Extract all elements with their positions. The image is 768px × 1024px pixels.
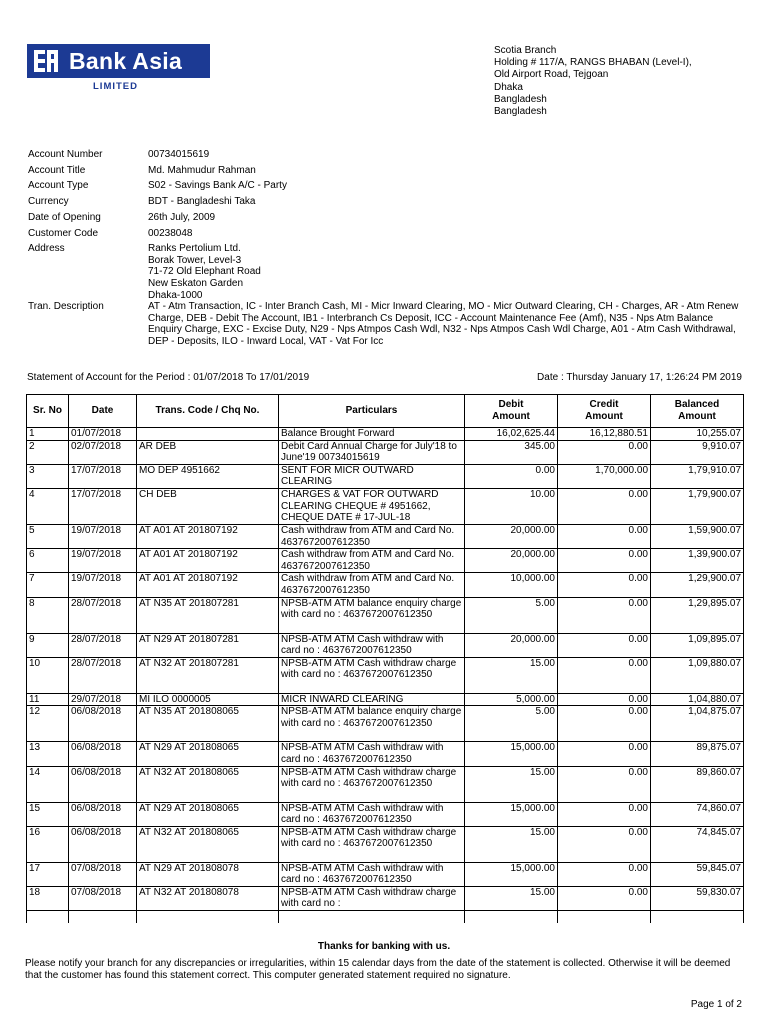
table-row bbox=[27, 573, 744, 597]
cell-trans-code: AT N29 AT 201807281 bbox=[137, 633, 279, 657]
cell-date: 06/08/2018 bbox=[69, 742, 137, 766]
table-row bbox=[27, 597, 744, 633]
cell-credit: 0.00 bbox=[558, 742, 651, 766]
cell-trans-code: AT N32 AT 201808078 bbox=[137, 886, 279, 910]
account-type-value: S02 - Savings Bank A/C - Party bbox=[148, 180, 287, 192]
table-end-row bbox=[27, 911, 744, 924]
branch-line: Bangladesh bbox=[494, 106, 547, 118]
table-row bbox=[27, 862, 744, 886]
empty-cell bbox=[137, 911, 279, 924]
cell-credit: 0.00 bbox=[558, 802, 651, 826]
cell-credit: 0.00 bbox=[558, 524, 651, 548]
page-number: Page 1 of 2 bbox=[690, 999, 742, 1010]
cell-sr-no: 8 bbox=[27, 597, 69, 633]
customer-code-value: 00238048 bbox=[148, 227, 193, 239]
cell-trans-code: AT A01 AT 201807192 bbox=[137, 549, 279, 573]
cell-balance: 1,09,880.07 bbox=[651, 657, 744, 693]
cell-trans-code: MI ILO 0000005 bbox=[137, 693, 279, 706]
cell-trans-code: AR DEB bbox=[137, 440, 279, 464]
cell-sr-no: 4 bbox=[27, 488, 69, 524]
cell-credit: 0.00 bbox=[558, 766, 651, 802]
cell-particulars: MICR INWARD CLEARING bbox=[279, 693, 465, 706]
cell-particulars: NPSB-ATM ATM Cash withdraw charge with card no : bbox=[279, 886, 465, 910]
cell-sr-no: 18 bbox=[27, 886, 69, 910]
cell-debit: 15,000.00 bbox=[465, 742, 558, 766]
cell-particulars: NPSB-ATM ATM Cash withdraw with card no : 4637672007612350 bbox=[279, 742, 465, 766]
tran-description-label: Tran. Description bbox=[28, 301, 104, 313]
address-row bbox=[28, 243, 746, 301]
thanks-message: Thanks for banking with us. bbox=[317, 941, 451, 952]
tran-description-value: AT - Atm Transaction, IC - Inter Branch Cash, MI - Micr Inward Clearing, MO - Micr Outward Clearing, CH - Charges, AR - Atm Renew Charge, DEB - Debit The Account, IB1 - Interbranch Cs Deposit, ICC - Account Maintenance Fee (Amf), N35 - Nps Atm Balance Enquiry Charge, EXC - Excise Duty, N29 - Nps Atmpos Cash Wdl, N32 - Nps Atmpos Cash Wdl Charge, A01 - Atm Cash Withdrawal, DEP - Deposits, ILO - Inward Local, VAT - Vat For Icc bbox=[148, 301, 739, 347]
bank-subtitle: LIMITED bbox=[93, 81, 138, 92]
customer-code-row bbox=[28, 228, 746, 239]
branch-line: Scotia Branch bbox=[494, 45, 557, 56]
branch-line: Dhaka bbox=[494, 81, 523, 93]
cell-particulars: NPSB-ATM ATM Cash withdraw with card no : 4637672007612350 bbox=[279, 802, 465, 826]
cell-sr-no: 14 bbox=[27, 766, 69, 802]
opening-date-row bbox=[28, 212, 746, 223]
cell-sr-no: 11 bbox=[27, 693, 69, 706]
col-credit-line1: Credit bbox=[589, 399, 619, 410]
transactions-table bbox=[26, 394, 744, 923]
table-row bbox=[27, 766, 744, 802]
currency-row bbox=[28, 196, 746, 207]
cell-credit: 0.00 bbox=[558, 657, 651, 693]
table-row bbox=[27, 524, 744, 548]
cell-date: 17/07/2018 bbox=[69, 488, 137, 524]
table-row bbox=[27, 826, 744, 862]
cell-particulars: Debit Card Annual Charge for July'18 to June'19 00734015619 bbox=[279, 440, 465, 464]
logo-banner bbox=[27, 44, 210, 78]
customer-code-label: Customer Code bbox=[28, 227, 99, 239]
cell-debit: 15,000.00 bbox=[465, 862, 558, 886]
cell-balance: 1,39,900.07 bbox=[651, 549, 744, 573]
cell-sr-no: 5 bbox=[27, 524, 69, 548]
cell-credit: 0.00 bbox=[558, 706, 651, 742]
cell-sr-no: 3 bbox=[27, 464, 69, 488]
address-label: Address bbox=[28, 243, 65, 255]
cell-balance: 1,79,910.07 bbox=[651, 464, 744, 488]
cell-trans-code bbox=[137, 428, 279, 441]
empty-cell bbox=[279, 911, 465, 924]
cell-particulars: NPSB-ATM ATM Cash withdraw charge with card no : 4637672007612350 bbox=[279, 657, 465, 693]
table-row bbox=[27, 428, 744, 441]
branch-line: Old Airport Road, Tejgoan bbox=[494, 69, 609, 81]
cell-debit: 5,000.00 bbox=[465, 693, 558, 706]
cell-credit: 0.00 bbox=[558, 573, 651, 597]
opening-date-value: 26th July, 2009 bbox=[148, 211, 216, 223]
table-row bbox=[27, 549, 744, 573]
cell-trans-code: AT N32 AT 201808065 bbox=[137, 766, 279, 802]
address-value bbox=[148, 243, 746, 301]
cell-trans-code: CH DEB bbox=[137, 488, 279, 524]
bank-asia-emblem-icon bbox=[31, 46, 61, 76]
cell-debit: 16,02,625.44 bbox=[465, 428, 558, 441]
cell-date: 28/07/2018 bbox=[69, 633, 137, 657]
statement-period: Statement of Account for the Period : 01/07/2018 To 17/01/2019 bbox=[27, 372, 310, 383]
cell-particulars: NPSB-ATM ATM balance enquiry charge with card no : 4637672007612350 bbox=[279, 597, 465, 633]
cell-date: 29/07/2018 bbox=[69, 693, 137, 706]
table-row bbox=[27, 802, 744, 826]
cell-trans-code: AT A01 AT 201807192 bbox=[137, 524, 279, 548]
opening-date-label: Date of Opening bbox=[28, 211, 101, 223]
cell-balance: 89,875.07 bbox=[651, 742, 744, 766]
cell-balance: 1,04,875.07 bbox=[651, 706, 744, 742]
empty-cell bbox=[651, 911, 744, 924]
cell-balance: 1,59,900.07 bbox=[651, 524, 744, 548]
cell-balance: 1,04,880.07 bbox=[651, 693, 744, 706]
account-title-row bbox=[28, 165, 746, 176]
cell-balance: 1,79,900.07 bbox=[651, 488, 744, 524]
cell-credit: 0.00 bbox=[558, 549, 651, 573]
cell-balance: 1,09,895.07 bbox=[651, 633, 744, 657]
account-title-value: Md. Mahmudur Rahman bbox=[148, 164, 256, 176]
cell-particulars: SENT FOR MICR OUTWARD CLEARING bbox=[279, 464, 465, 488]
address-line: Ranks Pertolium Ltd. bbox=[148, 243, 241, 255]
cell-trans-code: AT N35 AT 201807281 bbox=[137, 597, 279, 633]
cell-balance: 59,830.07 bbox=[651, 886, 744, 910]
cell-particulars: Cash withdraw from ATM and Card No. 4637672007612350 bbox=[279, 573, 465, 597]
cell-particulars: NPSB-ATM ATM Cash withdraw with card no : 4637672007612350 bbox=[279, 633, 465, 657]
statement-date: Date : Thursday January 17, 1:26:24 PM 2019 bbox=[537, 372, 742, 383]
cell-balance: 89,860.07 bbox=[651, 766, 744, 802]
cell-sr-no: 6 bbox=[27, 549, 69, 573]
col-balance-line1: Balanced bbox=[674, 399, 720, 410]
cell-date: 07/08/2018 bbox=[69, 886, 137, 910]
cell-date: 17/07/2018 bbox=[69, 464, 137, 488]
cell-sr-no: 10 bbox=[27, 657, 69, 693]
empty-cell bbox=[558, 911, 651, 924]
cell-trans-code: MO DEP 4951662 bbox=[137, 464, 279, 488]
col-balance-line2: Amount bbox=[678, 411, 716, 422]
col-trans-code: Trans. Code / Chq No. bbox=[137, 395, 279, 428]
cell-particulars: NPSB-ATM ATM Cash withdraw charge with card no : 4637672007612350 bbox=[279, 826, 465, 862]
cell-sr-no: 15 bbox=[27, 802, 69, 826]
col-date: Date bbox=[69, 395, 137, 428]
cell-debit: 15,000.00 bbox=[465, 802, 558, 826]
cell-credit: 1,70,000.00 bbox=[558, 464, 651, 488]
table-row bbox=[27, 706, 744, 742]
col-debit-line1: Debit bbox=[498, 399, 524, 410]
cell-particulars: NPSB-ATM ATM Cash withdraw charge with card no : 4637672007612350 bbox=[279, 766, 465, 802]
currency-label: Currency bbox=[28, 196, 69, 208]
table-row bbox=[27, 440, 744, 464]
account-number-label: Account Number bbox=[28, 149, 103, 160]
cell-sr-no: 1 bbox=[27, 428, 69, 441]
table-row bbox=[27, 657, 744, 693]
address-line: New Eskaton Garden bbox=[148, 278, 244, 289]
cell-credit: 0.00 bbox=[558, 862, 651, 886]
cell-debit: 20,000.00 bbox=[465, 524, 558, 548]
transactions-body bbox=[27, 428, 744, 924]
cell-date: 06/08/2018 bbox=[69, 706, 137, 742]
branch-line: Holding # 117/A, RANGS BHABAN (Level-I), bbox=[494, 57, 692, 69]
cell-particulars: Cash withdraw from ATM and Card No. 4637672007612350 bbox=[279, 549, 465, 573]
cell-credit: 0.00 bbox=[558, 826, 651, 862]
branch-line: Bangladesh bbox=[494, 93, 547, 105]
table-row bbox=[27, 633, 744, 657]
cell-debit: 15.00 bbox=[465, 766, 558, 802]
cell-sr-no: 16 bbox=[27, 826, 69, 862]
col-debit bbox=[465, 395, 558, 428]
cell-sr-no: 7 bbox=[27, 573, 69, 597]
cell-sr-no: 17 bbox=[27, 862, 69, 886]
bank-name: Bank Asia bbox=[69, 47, 183, 74]
cell-sr-no: 2 bbox=[27, 440, 69, 464]
cell-date: 01/07/2018 bbox=[69, 428, 137, 441]
cell-balance: 10,255.07 bbox=[651, 428, 744, 441]
cell-particulars: Balance Brought Forward bbox=[279, 428, 465, 441]
table-row bbox=[27, 886, 744, 910]
cell-trans-code: AT N35 AT 201808065 bbox=[137, 706, 279, 742]
cell-sr-no: 12 bbox=[27, 706, 69, 742]
cell-credit: 0.00 bbox=[558, 693, 651, 706]
cell-debit: 5.00 bbox=[465, 706, 558, 742]
cell-balance: 1,29,895.07 bbox=[651, 597, 744, 633]
table-row bbox=[27, 488, 744, 524]
table-header-row bbox=[27, 395, 744, 428]
account-number-row bbox=[28, 149, 746, 160]
bank-logo bbox=[27, 44, 210, 92]
col-balance bbox=[651, 395, 744, 428]
branch-address bbox=[494, 45, 692, 118]
col-credit-line2: Amount bbox=[585, 411, 623, 422]
col-particulars: Particulars bbox=[279, 395, 465, 428]
address-line: 71-72 Old Elephant Road bbox=[148, 266, 261, 278]
cell-debit: 10,000.00 bbox=[465, 573, 558, 597]
empty-cell bbox=[465, 911, 558, 924]
col-credit bbox=[558, 395, 651, 428]
cell-balance: 9,910.07 bbox=[651, 440, 744, 464]
cell-debit: 15.00 bbox=[465, 657, 558, 693]
account-number-value: 00734015619 bbox=[148, 149, 210, 160]
cell-credit: 0.00 bbox=[558, 488, 651, 524]
cell-date: 19/07/2018 bbox=[69, 549, 137, 573]
cell-balance: 74,845.07 bbox=[651, 826, 744, 862]
cell-date: 07/08/2018 bbox=[69, 862, 137, 886]
account-info bbox=[28, 149, 746, 352]
cell-date: 19/07/2018 bbox=[69, 573, 137, 597]
cell-credit: 16,12,880.51 bbox=[558, 428, 651, 441]
address-line: Borak Tower, Level-3 bbox=[148, 254, 242, 266]
table-row bbox=[27, 742, 744, 766]
tran-description-row bbox=[28, 301, 746, 347]
cell-date: 06/08/2018 bbox=[69, 766, 137, 802]
col-sr-no: Sr. No bbox=[27, 395, 69, 428]
cell-credit: 0.00 bbox=[558, 440, 651, 464]
cell-trans-code: AT N32 AT 201807281 bbox=[137, 657, 279, 693]
cell-date: 28/07/2018 bbox=[69, 597, 137, 633]
cell-date: 19/07/2018 bbox=[69, 524, 137, 548]
cell-particulars: CHARGES & VAT FOR OUTWARD CLEARING CHEQUE # 4951662, CHEQUE DATE # 17-JUL-18 bbox=[279, 488, 465, 524]
cell-sr-no: 9 bbox=[27, 633, 69, 657]
notice-text: Please notify your branch for any discrepancies or irregularities, within 15 calendar days from the date of the statement is collected. Otherwise it will be deemed that the customer has found this statement correct. This computer generated statement required no signature. bbox=[25, 958, 731, 981]
cell-credit: 0.00 bbox=[558, 633, 651, 657]
cell-debit: 15.00 bbox=[465, 886, 558, 910]
cell-balance: 74,860.07 bbox=[651, 802, 744, 826]
cell-trans-code: AT N32 AT 201808065 bbox=[137, 826, 279, 862]
cell-trans-code: AT N29 AT 201808065 bbox=[137, 742, 279, 766]
cell-balance: 59,845.07 bbox=[651, 862, 744, 886]
cell-trans-code: AT N29 AT 201808065 bbox=[137, 802, 279, 826]
cell-date: 02/07/2018 bbox=[69, 440, 137, 464]
col-debit-line2: Amount bbox=[492, 411, 530, 422]
cell-debit: 15.00 bbox=[465, 826, 558, 862]
cell-trans-code: AT A01 AT 201807192 bbox=[137, 573, 279, 597]
cell-debit: 10.00 bbox=[465, 488, 558, 524]
table-row bbox=[27, 693, 744, 706]
account-title-label: Account Title bbox=[28, 164, 86, 176]
cell-particulars: NPSB-ATM ATM balance enquiry charge with card no : 4637672007612350 bbox=[279, 706, 465, 742]
cell-debit: 20,000.00 bbox=[465, 549, 558, 573]
cell-credit: 0.00 bbox=[558, 886, 651, 910]
cell-sr-no: 13 bbox=[27, 742, 69, 766]
account-type-label: Account Type bbox=[28, 180, 89, 192]
cell-particulars: Cash withdraw from ATM and Card No. 4637672007612350 bbox=[279, 524, 465, 548]
cell-date: 06/08/2018 bbox=[69, 802, 137, 826]
cell-date: 28/07/2018 bbox=[69, 657, 137, 693]
cell-debit: 5.00 bbox=[465, 597, 558, 633]
cell-date: 06/08/2018 bbox=[69, 826, 137, 862]
table-row bbox=[27, 464, 744, 488]
cell-debit: 345.00 bbox=[465, 440, 558, 464]
cell-balance: 1,29,900.07 bbox=[651, 573, 744, 597]
currency-value: BDT - Bangladeshi Taka bbox=[148, 196, 256, 208]
account-type-row bbox=[28, 180, 746, 191]
cell-debit: 0.00 bbox=[465, 464, 558, 488]
cell-trans-code: AT N29 AT 201808078 bbox=[137, 862, 279, 886]
cell-debit: 20,000.00 bbox=[465, 633, 558, 657]
address-line: Dhaka-1000 bbox=[148, 289, 203, 301]
cell-particulars: NPSB-ATM ATM Cash withdraw with card no : 4637672007612350 bbox=[279, 862, 465, 886]
empty-cell bbox=[27, 911, 69, 924]
cell-credit: 0.00 bbox=[558, 597, 651, 633]
empty-cell bbox=[69, 911, 137, 924]
